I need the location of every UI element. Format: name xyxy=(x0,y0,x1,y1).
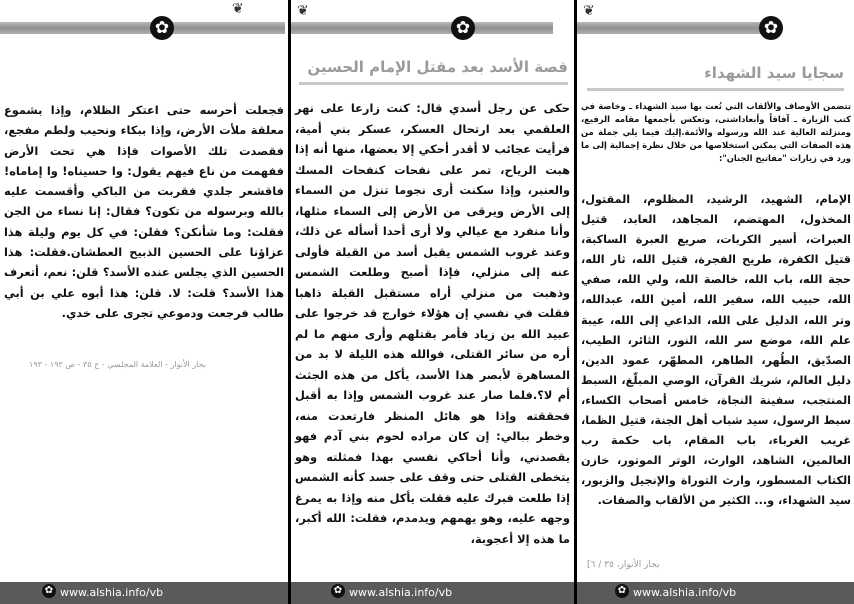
footer-url-link[interactable]: www.alshia.info/vb xyxy=(633,586,737,599)
title-divider xyxy=(299,82,568,85)
page-title: قصة الأسد بعد مقتل الإمام الحسين xyxy=(307,58,568,76)
right-page xyxy=(577,0,854,604)
source-citation: بحار الأنوار، ٣٥ / ٦] xyxy=(587,560,660,570)
swirl-ornament-icon: ❦ xyxy=(583,3,595,19)
story-continuation-text: فجعلت أحرسه حتى اعتكر الظلام، وإذا بشموع معلقة ملأت الأرض، وإذا ببكاء ونحيب ولطم مفجع، فقصدت تلك الأصوات فإذا هي تحت الأرض ففهمت من ناع فيهم يقول: وا حسيناه! وا إماماه! فاقشعر جلدي فقربت من الباكي وأقسمت عليه بالله وبرسوله من تكون؟ فقال: إنا نساء من الجن فقلت: وما شأنكن؟ فقلن: في كل يوم وليلة هذا عزاؤنا على الحسين الذبيح العطشان.فقلت: هذا الحسين الذي يجلس عنده الأسد؟ قلن: نعم، أتعرف هذا الأسد؟ قلت: لا. قلن: هذا أبوه علي بن أبي طالب فرجعت ودموعي تجرى على خدي. xyxy=(4,103,284,320)
footer-url-link[interactable]: www.alshia.info/vb xyxy=(60,586,164,599)
header-band xyxy=(291,22,553,34)
footer-url-link[interactable]: www.alshia.info/vb xyxy=(349,586,453,599)
title-divider xyxy=(587,88,844,91)
intro-text: تتضمن الأوصاف والألقاب التي نُعت بها سيد الشهداء ـ وخاصة في كتب الزيارة ـ آفاقاً وأبعاداشتى، وتعكس بأجمعها مقامه الرفيع، ومنزلته العالية عند الله ورسوله والأئمة.إليك فيما يلي جملة من هذه الصفات التي يمكنن استخلاصها من خلال نظرة إجمالية إلى ما ورد في زيارات "مفاتيح الجنان": xyxy=(581,101,851,163)
titles-list-text: الإمام، الشهيد، الرشيد، المظلوم، المقتول، المخذول، المهتضم، المجاهد، العابد، قتيل العبرات، أسير الكربات، صريع العبرة الساكبة، قتيل الكفرة، طريح الفجرة، قتيل الله، ثار الله، حجة الله، باب الله، خالصة الله، ولي الله، صفي الله، حبيب الله، سفير الله، أمين الله، عبدالله، وتر الله، الدليل على الله، الداعي إلى الله، عيبة علم الله، موضع سر الله، النور، الثائر، الطيب، الصدّيق، الطُهر، الطاهر، المطهّر، عمود الدين، دليل العالم، شريك القرآن، الوصي المبلّغ، السبط المنتجب، سفينة النجاة، خامس أصحاب الكساء، سبط الرسول، سيد شباب أهل الجنة، قتيل الظما، غريب الغرباء، باب المقام، باب حكمة رب العالمين، الشاهد، الوارث، الوتر الموتور، خازن الكتاب المسطور، وارث التوراة والإنجيل والزبور، سيد الشهداء، و... الكثير من الألقاب والصفات. xyxy=(581,193,851,508)
footer-flower-icon: ✿ xyxy=(331,584,345,598)
flower-ornament-icon: ✿ xyxy=(759,16,783,40)
middle-page xyxy=(291,0,574,604)
lion-story-text: حكى عن رجل أسدي قال: كنت زارعا على نهر العلقمي بعد ارتحال العسكر، عسكر بني أمية، فرأيت عجائب لا أقدر أحكي إلا بعضها، منها أنه إذا هبت الرياح، تمر على نفحات كنفحات المسك والعنبر، وإذا سكنت أرى نجوما تنزل من السماء إلى الأرض ويرقى من الأرض إلى السماء مثلها، وأنا منفرد مع عيالي ولا أرى أحدا أسأله عن ذلك، وعند غروب الشمس يقبل أسد من القبلة فأولى عنه إلى منزلي، فإذا أصبح وطلعت الشمس وذهبت من منزلي أراه مستقبل القبلة ذاهبا فقلت في نفسي إن هؤلاء خوارج قد خرجوا على عبيد الله بن زياد فأمر بقتلهم وأرى منهم ما لم أره من سائر القتلى، فوالله هذه الليلة لا بد من المساهرة لأبصر هذا الأسد، يأكل من هذه الجثث أم لا؟.فلما صار عند غروب الشمس وإذا به أقبل فحققته وإذا هو هائل المنظر فارتعدت منه، وخطر ببالي: إن كان مراده لحوم بني آدم فهو يقصدني، وأنا أحاكي نفسي بهذا فمثلته وهو يتخطى القتلى حتى وقف على جسد كأنه الشمس إذا طلعت فبرك عليه فقلت يأكل منه وإذا به يمرغ وجهه عليه، وهو يهمهم ويدمدم، فقلت: الله أكبر، ما هذه إلا أعجوبة، xyxy=(295,101,570,546)
flower-ornament-icon: ✿ xyxy=(150,16,174,40)
page-title: سجايا سيد الشهداء xyxy=(704,64,844,82)
source-citation: بحار الأنوار - العلامة المجلسي - ج ٣٥ - ص ١٩٣ - ١٩٣ xyxy=(29,360,206,369)
footer-flower-icon: ✿ xyxy=(42,584,56,598)
swirl-ornament-icon: ❦ xyxy=(297,3,309,19)
flower-ornament-icon: ✿ xyxy=(451,16,475,40)
swirl-ornament-icon: ❦ xyxy=(232,1,244,17)
header-band xyxy=(0,22,285,34)
header-band xyxy=(577,22,777,34)
footer-flower-icon: ✿ xyxy=(615,584,629,598)
left-page xyxy=(0,0,288,604)
